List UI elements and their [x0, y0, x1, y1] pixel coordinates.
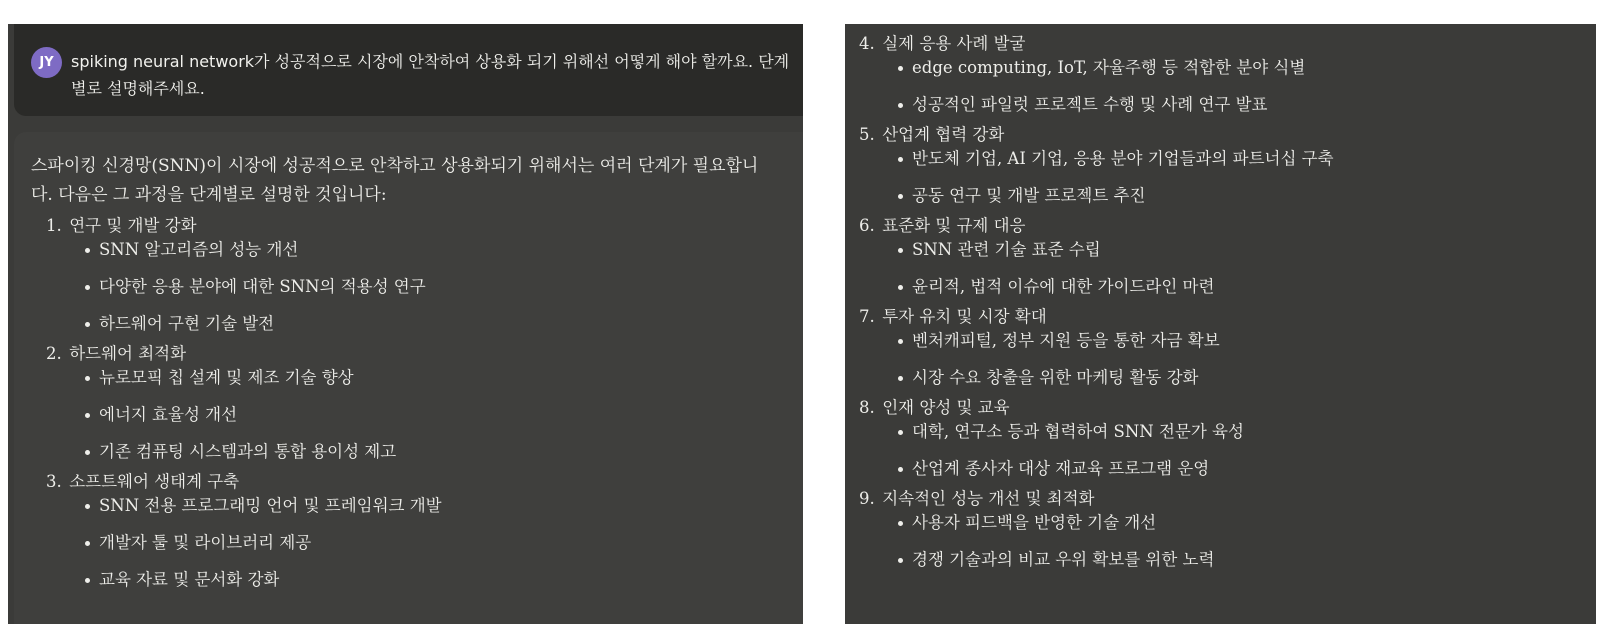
step-item — [859, 123, 1334, 208]
bullet-text: 에너지 효율성 개선 — [99, 405, 238, 424]
right-screenshot-panel — [845, 24, 1596, 624]
bullet-item — [859, 147, 1334, 171]
bullet-item — [46, 366, 442, 390]
bullet-text: 다양한 응용 분야에 대한 SNN의 적용성 연구 — [99, 277, 426, 296]
step-title — [859, 305, 1334, 329]
step-title-text: 투자 유치 및 시장 확대 — [877, 307, 1047, 326]
bullet-dot-icon — [85, 322, 90, 327]
step-bullets — [859, 147, 1334, 208]
bullet-dot-icon — [898, 558, 903, 563]
bullet-dot-icon — [898, 66, 903, 71]
step-number: 8. — [859, 398, 875, 417]
bullet-text: SNN 관련 기술 표준 수립 — [912, 240, 1101, 259]
step-bullets — [46, 238, 442, 336]
bullet-dot-icon — [898, 339, 903, 344]
step-title-text: 인재 양성 및 교육 — [877, 398, 1010, 417]
step-item — [859, 396, 1334, 481]
bullet-text: edge computing, IoT, 자율주행 등 적합한 분야 식별 — [912, 58, 1306, 77]
user-message-text: spiking neural network가 성공적으로 시장에 안착하여 상용화 되기 위해선 어떻게 해야 할까요. 단계별로 설명해주세요. — [71, 52, 790, 98]
bullet-item — [859, 366, 1334, 390]
step-item — [859, 214, 1334, 299]
step-item — [46, 342, 442, 464]
step-bullets — [46, 366, 442, 464]
bullet-text: 공동 연구 및 개발 프로젝트 추진 — [912, 186, 1146, 205]
step-item — [859, 32, 1334, 117]
bullet-item — [859, 457, 1334, 481]
bullet-text: 개발자 툴 및 라이브러리 제공 — [99, 533, 312, 552]
bullet-item — [859, 238, 1334, 262]
bullet-item — [46, 531, 442, 555]
step-item — [859, 305, 1334, 390]
step-title — [46, 470, 442, 494]
step-number: 7. — [859, 307, 875, 326]
step-title — [859, 214, 1334, 238]
bullet-item — [859, 93, 1334, 117]
step-item — [46, 214, 442, 336]
step-number: 3. — [46, 472, 62, 491]
step-bullets — [46, 494, 442, 592]
bullet-dot-icon — [898, 248, 903, 253]
bullet-dot-icon — [85, 376, 90, 381]
bullet-dot-icon — [898, 467, 903, 472]
bullet-text: 하드웨어 구현 기술 발전 — [99, 314, 275, 333]
bullet-item — [859, 329, 1334, 353]
bullet-text: 교육 자료 및 문서화 강화 — [99, 570, 280, 589]
bullet-text: 사용자 피드백을 반영한 기술 개선 — [912, 513, 1157, 532]
answer-intro: 스파이킹 신경망(SNN)이 시장에 성공적으로 안착하고 상용화되기 위해서는 여러 단계가 필요합니다. 다음은 그 과정을 단계별로 설명한 것입니다: — [31, 156, 759, 205]
bullet-dot-icon — [898, 376, 903, 381]
bullet-item — [46, 312, 442, 336]
bullet-item — [46, 275, 442, 299]
bullet-dot-icon — [85, 450, 90, 455]
bullet-item — [46, 568, 442, 592]
step-title — [859, 487, 1334, 511]
bullet-dot-icon — [898, 194, 903, 199]
step-item — [46, 470, 442, 592]
step-number: 4. — [859, 34, 875, 53]
bullet-item — [46, 494, 442, 518]
steps-list-part-2 — [859, 32, 1334, 578]
bullet-item — [859, 275, 1334, 299]
bullet-text: 산업계 종사자 대상 재교육 프로그램 운영 — [912, 459, 1210, 478]
step-number: 1. — [46, 216, 62, 235]
step-title-text: 실제 응용 사례 발굴 — [877, 34, 1026, 53]
bullet-text: 기존 컴퓨팅 시스템과의 통합 용이성 제고 — [99, 442, 397, 461]
step-bullets — [859, 56, 1334, 117]
step-title — [46, 214, 442, 238]
step-bullets — [859, 329, 1334, 390]
bullet-text: 벤처캐피털, 정부 지원 등을 통한 자금 확보 — [912, 331, 1220, 350]
bullet-item — [859, 511, 1334, 535]
step-title-text: 산업계 협력 강화 — [877, 125, 1005, 144]
step-number: 2. — [46, 344, 62, 363]
bullet-dot-icon — [85, 541, 90, 546]
bullet-item — [46, 238, 442, 262]
bullet-text: 성공적인 파일럿 프로젝트 수행 및 사례 연구 발표 — [912, 95, 1268, 114]
bullet-text: 윤리적, 법적 이슈에 대한 가이드라인 마련 — [912, 277, 1215, 296]
bullet-dot-icon — [85, 248, 90, 253]
bullet-item — [46, 403, 442, 427]
bullet-dot-icon — [898, 157, 903, 162]
bullet-item — [859, 56, 1334, 80]
step-title-text: 표준화 및 규제 대응 — [877, 216, 1026, 235]
bullet-item — [859, 184, 1334, 208]
bullet-dot-icon — [898, 103, 903, 108]
bullet-dot-icon — [85, 285, 90, 290]
step-item — [859, 487, 1334, 572]
left-screenshot-panel — [8, 24, 803, 624]
steps-list-part-1 — [46, 214, 442, 598]
user-avatar[interactable]: JY — [31, 47, 62, 78]
bullet-text: 시장 수요 창출을 위한 마케팅 활동 강화 — [912, 368, 1199, 387]
bullet-dot-icon — [898, 521, 903, 526]
step-title-text: 연구 및 개발 강화 — [64, 216, 197, 235]
step-bullets — [859, 420, 1334, 481]
bullet-dot-icon — [85, 578, 90, 583]
step-title-text: 지속적인 성능 개선 및 최적화 — [877, 489, 1095, 508]
step-title — [859, 32, 1334, 56]
step-bullets — [859, 511, 1334, 572]
step-bullets — [859, 238, 1334, 299]
bullet-text: 뉴로모픽 칩 설계 및 제조 기술 향상 — [99, 368, 354, 387]
bullet-text: 반도체 기업, AI 기업, 응용 분야 기업들과의 파트너십 구축 — [912, 149, 1334, 168]
step-number: 5. — [859, 125, 875, 144]
bullet-text: SNN 알고리즘의 성능 개선 — [99, 240, 299, 259]
bullet-item — [859, 420, 1334, 444]
bullet-text: SNN 전용 프로그래밍 언어 및 프레임워크 개발 — [99, 496, 442, 515]
bullet-item — [46, 440, 442, 464]
step-title — [46, 342, 442, 366]
bullet-dot-icon — [85, 413, 90, 418]
bullet-item — [859, 548, 1334, 572]
step-title — [859, 123, 1334, 147]
bullet-text: 대학, 연구소 등과 협력하여 SNN 전문가 육성 — [912, 422, 1244, 441]
step-title-text: 하드웨어 최적화 — [64, 344, 187, 363]
bullet-text: 경쟁 기술과의 비교 우위 확보를 위한 노력 — [912, 550, 1215, 569]
step-title — [859, 396, 1334, 420]
step-number: 9. — [859, 489, 875, 508]
step-title-text: 소프트웨어 생태계 구축 — [64, 472, 240, 491]
user-message-bubble — [14, 24, 803, 116]
bullet-dot-icon — [85, 504, 90, 509]
bullet-dot-icon — [898, 285, 903, 290]
step-number: 6. — [859, 216, 875, 235]
bullet-dot-icon — [898, 430, 903, 435]
